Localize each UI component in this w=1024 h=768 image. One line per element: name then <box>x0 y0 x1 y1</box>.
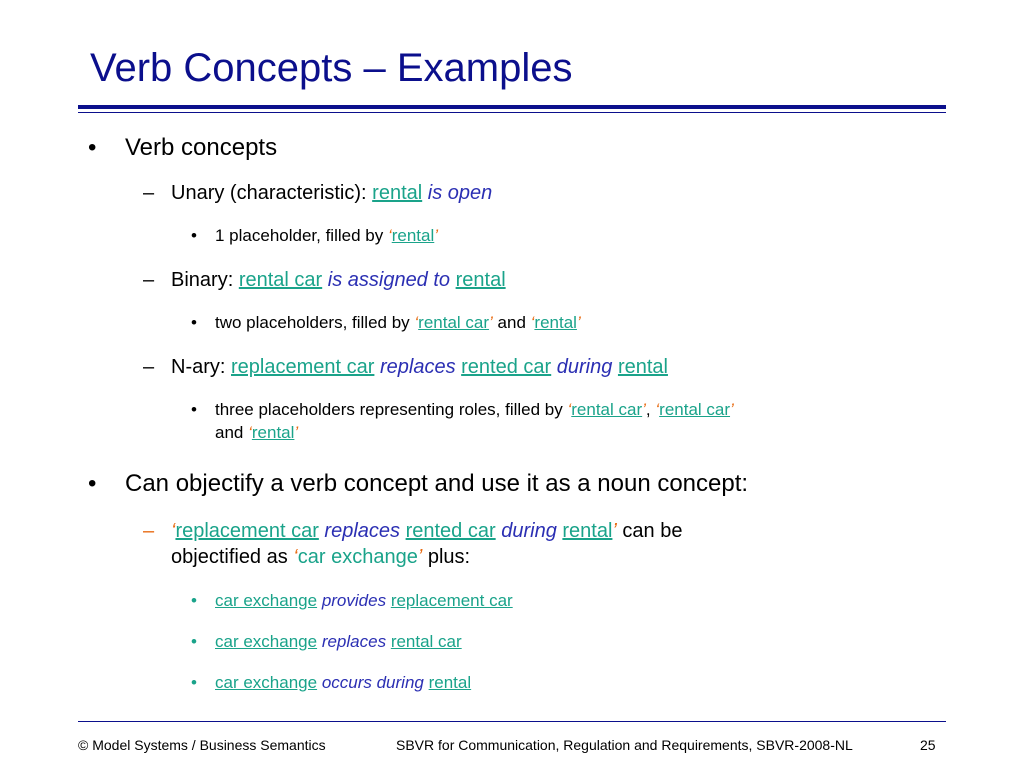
bullet-icon: • <box>191 591 197 610</box>
bullet-objectify <box>125 470 748 498</box>
dash-icon: – <box>143 182 155 204</box>
term-rented-car: rented car <box>405 520 496 542</box>
right-quote: ’ <box>434 226 439 245</box>
right-quote: ’ <box>294 423 299 442</box>
term-rental: rental <box>617 356 668 378</box>
item-car-exchange-provides <box>215 591 513 611</box>
right-quote: ’ <box>576 313 581 332</box>
left-quote: ‘ <box>655 400 660 419</box>
term-rental-car: rental car <box>571 400 643 419</box>
right-quote: ’ <box>612 520 617 542</box>
dash-icon: – <box>143 269 155 291</box>
footer-left: © Model Systems / Business Semantics <box>78 737 326 753</box>
page-number: 25 <box>920 737 936 753</box>
dash-icon: – <box>143 356 155 378</box>
term-rental-car: rental car <box>390 632 462 651</box>
bullet-verb-concepts <box>125 134 277 162</box>
title-divider <box>78 105 946 109</box>
verb-during: during <box>556 356 613 378</box>
right-quote: ’ <box>730 400 734 419</box>
slide-title: Verb Concepts – Examples <box>90 46 573 90</box>
detail-and: and <box>492 313 531 332</box>
term-rental: rental <box>391 226 435 245</box>
left-quote: ‘ <box>387 226 392 245</box>
dash-icon: – <box>143 520 155 542</box>
verb-provides: provides <box>321 591 387 610</box>
term-rental-car: rental car <box>659 400 731 419</box>
term-rental: rental <box>534 313 577 332</box>
footer-divider <box>78 721 946 722</box>
item-car-exchange-replaces <box>215 632 462 652</box>
bullet-text: Verb concepts <box>125 134 278 161</box>
binary-label: Binary: <box>171 269 239 291</box>
term-rental-car: rental car <box>238 269 323 291</box>
item-nary-detail-cont <box>215 423 298 443</box>
verb-replaces: replaces <box>324 520 401 542</box>
verb-occurs-during: occurs during <box>321 673 424 692</box>
item-nary-detail <box>215 400 734 420</box>
footer-center: SBVR for Communication, Regulation and Requirements, SBVR-2008-NL <box>396 737 853 753</box>
bullet-icon: • <box>191 313 197 332</box>
item-unary-detail <box>215 226 438 246</box>
verb-is-open: is open <box>427 182 493 204</box>
term-car-exchange: car exchange <box>215 591 318 610</box>
objectified-text: plus: <box>422 546 471 568</box>
term-replacement-car: replacement car <box>390 591 513 610</box>
term-car-exchange: car exchange <box>215 632 318 651</box>
bullet-icon: • <box>191 400 197 419</box>
detail-text: 1 placeholder, filled by <box>215 226 388 245</box>
right-quote: ’ <box>417 546 423 568</box>
bullet-icon: • <box>191 226 197 245</box>
term-car-exchange: car exchange <box>215 673 318 692</box>
detail-comma: , <box>645 400 656 419</box>
term-rental: rental <box>372 182 423 204</box>
verb-is-assigned-to: is assigned to <box>327 269 451 291</box>
left-quote: ‘ <box>293 546 298 568</box>
item-objectified <box>171 520 682 543</box>
left-quote: ‘ <box>171 520 176 542</box>
detail-and: and <box>215 423 249 442</box>
bullet-text: Can objectify a verb concept and use it as a noun concept: <box>125 470 749 497</box>
noun-car-exchange: car exchange <box>297 546 418 568</box>
term-replacement-car: replacement car <box>231 356 375 378</box>
term-rental-car: rental car <box>418 313 490 332</box>
detail-text: two placeholders, filled by <box>215 313 415 332</box>
title-divider-thin <box>78 112 946 113</box>
detail-text: three placeholders representing roles, filled by <box>215 400 568 419</box>
item-objectified-cont <box>171 546 470 569</box>
nary-label: N-ary: <box>171 356 231 378</box>
term-rental: rental <box>562 520 613 542</box>
left-quote: ‘ <box>414 313 419 332</box>
term-rental: rental <box>455 269 506 291</box>
bullet-icon: • <box>88 470 97 497</box>
item-binary <box>171 269 506 292</box>
verb-during: during <box>501 520 557 542</box>
right-quote: ’ <box>642 400 646 419</box>
right-quote: ’ <box>489 313 493 332</box>
term-rented-car: rented car <box>461 356 552 378</box>
objectified-text: objectified as <box>171 546 294 568</box>
term-rental: rental <box>251 423 295 442</box>
left-quote: ‘ <box>530 313 535 332</box>
item-car-exchange-occurs <box>215 673 471 693</box>
verb-replaces: replaces <box>379 356 456 378</box>
bullet-icon: • <box>88 134 97 161</box>
term-replacement-car: replacement car <box>175 520 319 542</box>
bullet-icon: • <box>191 673 197 692</box>
item-unary <box>171 182 492 205</box>
left-quote: ‘ <box>248 423 252 442</box>
verb-replaces: replaces <box>321 632 387 651</box>
bullet-icon: • <box>191 632 197 651</box>
left-quote: ‘ <box>567 400 572 419</box>
unary-label: Unary (characteristic): <box>171 182 373 204</box>
item-nary <box>171 356 668 379</box>
objectified-text: can be <box>616 520 683 542</box>
item-binary-detail <box>215 313 581 333</box>
term-rental: rental <box>428 673 472 692</box>
